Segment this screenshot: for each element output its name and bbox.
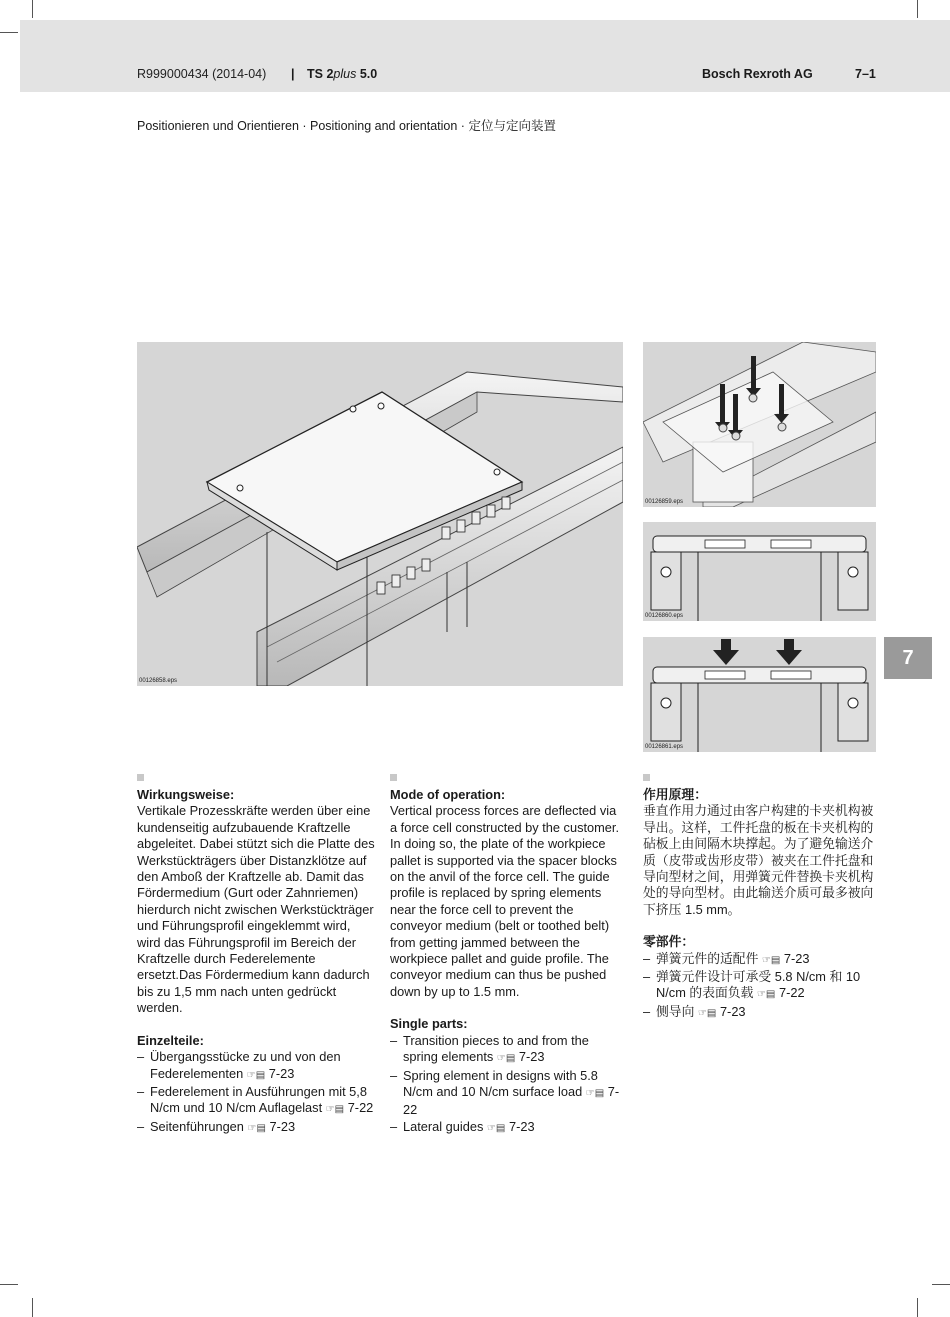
down-arrow-icon [713,639,802,665]
page-number: 7–1 [855,67,876,81]
figure-label: 00126858.eps [139,678,178,684]
crop-mark [32,0,33,18]
chapter-tab[interactable]: 7 [884,637,932,679]
chinese-parts-heading: 零部件： [643,934,695,950]
section-marker [137,774,144,781]
force-cell-figure [643,342,876,507]
english-heading: Mode of operation: [390,787,506,802]
english-column [390,774,625,1137]
section-marker [643,774,650,781]
page-reference-link[interactable]: 7-23 [783,950,810,966]
product-name: TS 2plus 5.0 [307,67,378,81]
main-figure [137,342,623,686]
german-body: Vertikale Prozesskräfte werden über eine kundenseitig aufzubauende Kraftzelle abgeleitet. Dabei stützt sich die Platte des Werkstückträgers über Distanzklötze auf den Amboß der Kraftzelle ab. Damit das Fördermedium (Gurt oder Zahnriemen) hierdurch nicht zwischen Werkstückträger und Führungsprofil eingeklemmt wird, wird das Führungsprofil im Bereich der Kraftzelle durch Federelemente ersetzt.Das Fördermedium kann dadurch bis zu 1,5 mm nach unten gedrückt werden. [137,803,375,1016]
list-item: – Übergangsstücke zu und von den Federelementen ☞▤ 7-23 [137,1049,377,1084]
page-reference-link[interactable]: 7-22 [778,985,805,1001]
company-name: Bosch Rexroth AG [702,67,813,81]
section-marker [390,774,397,781]
chinese-heading: 作用原理： [643,787,707,802]
list-item: – 侧导向 ☞▤ 7-23 [643,1004,878,1022]
crop-mark [932,1284,950,1285]
see-page-reference-icon: ☞▤ [496,1053,516,1065]
see-page-reference-icon: ☞▤ [246,1069,266,1081]
pressed-section-figure [643,637,876,752]
chinese-parts-list [643,951,878,1023]
page-reference-link[interactable]: 7-23 [268,1065,295,1081]
see-page-reference-icon: ☞▤ [756,989,776,1001]
list-item: – Transition pieces to and from the spring elements ☞▤ 7-23 [390,1033,625,1068]
figure-label: 00126860.eps [645,613,684,619]
crop-mark [917,1298,918,1317]
crop-mark [32,1298,33,1317]
chinese-column [643,774,878,1022]
header-band [20,20,950,92]
list-item: – Federelement in Ausführungen mit 5,8 N/cm und 10 N/cm Auflagelast ☞▤ 7-22 [137,1084,377,1119]
see-page-reference-icon: ☞▤ [585,1087,605,1099]
list-item: – Spring element in designs with 5.8 N/cm and 10 N/cm surface load ☞▤ 7-22 [390,1068,625,1119]
list-item: – 弹簧元件设计可承受 5.8 N/cm 和 10 N/cm 的表面负载 ☞▤ 7-22 [643,969,878,1004]
chinese-body: 垂直作用力通过由客户构建的卡夹机构被导出。这样，工件托盘的板在卡夹机构的砧板上由间隔木块撑起。为了避免输送介质（皮带或齿形皮带）被夹在工件托盘和导向型材之间，用弹簧元件替换卡夹机构处的导向型材。由此输送介质可最多被向下挤压 1.5 mm。 [643,803,874,917]
list-item: – 弹簧元件的适配件 ☞▤ 7-23 [643,951,878,969]
pressed-section-illustration [643,637,876,752]
page-reference-link[interactable]: 7-22 [347,1100,374,1116]
german-parts-list [137,1049,377,1137]
page-reference-link[interactable]: 7-23 [719,1003,746,1019]
main-illustration [137,342,623,686]
see-page-reference-icon: ☞▤ [697,1007,717,1019]
german-column [137,774,377,1137]
section-title: Positionieren und Orientieren · Positioning and orientation · 定位与定向装置 [137,119,556,133]
page-reference-link[interactable]: 7-23 [269,1118,296,1134]
cross-section-figure [643,522,876,621]
document-number: R999000434 (2014-04) [137,67,267,81]
crop-mark [0,32,18,33]
see-page-reference-icon: ☞▤ [325,1104,345,1116]
header-separator: | [291,67,295,81]
cross-section-illustration [643,522,876,621]
page-reference-link[interactable]: 7-23 [518,1049,545,1065]
page-reference-link[interactable]: 7-23 [508,1118,535,1134]
list-item: – Lateral guides ☞▤ 7-23 [390,1119,625,1137]
page-reference-link[interactable]: 7-22 [403,1083,620,1118]
list-item: – Seitenführungen ☞▤ 7-23 [137,1119,377,1137]
figure-label: 00126861.eps [645,744,684,750]
english-parts-heading: Single parts: [390,1016,468,1032]
force-cell-illustration [643,342,876,507]
see-page-reference-icon: ☞▤ [486,1122,506,1134]
see-page-reference-icon: ☞▤ [761,954,781,966]
german-parts-heading: Einzelteile: [137,1032,204,1048]
see-page-reference-icon: ☞▤ [247,1122,266,1134]
english-body: Vertical process forces are deflected via a force cell constructed by the customer. In doing so, the plate of the workpiece pallet is supported via the spacer blocks on the anvil of the force cell. The guide profile is replaced by spring elements near the force cell to prevent the conveyor medium (belt or toothed belt) from getting jammed between the workpiece pallet and guide profile. The conveyor medium can thus be pushed down by up to 1.5 mm. [390,803,620,999]
crop-mark [0,1284,18,1285]
crop-mark [917,0,918,18]
english-parts-list [390,1033,625,1137]
figure-label: 00126859.eps [645,499,684,505]
german-heading: Wirkungsweise: [137,787,235,802]
